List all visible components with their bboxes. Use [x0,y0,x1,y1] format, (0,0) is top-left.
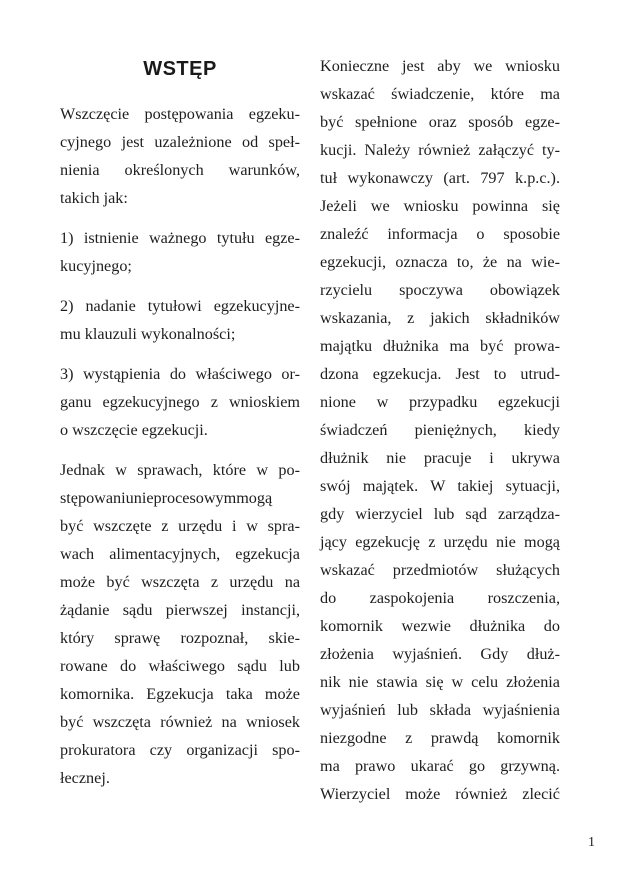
section-title: WSTĘP [143,58,217,80]
text-line: 2) nadanie tytułowi egzekucyjne- [60,297,300,315]
text-line: nienia określonych warunków, [60,161,300,179]
text-line: dłużnik nie pracuje i ukrywa [320,449,560,467]
text-line: majątku dłużnika ma być prowa- [320,337,560,355]
text-line: Jednak w sprawach, które w po- [60,461,300,479]
text-line: rzycielu spoczywa obowiązek [320,281,560,299]
right-column [320,52,560,808]
text-line: mu klauzuli wykonalności; [60,325,236,343]
paragraph [60,456,300,792]
right-column-body [320,52,560,808]
text-line: Wszczęcie postępowania egzeku- [60,105,300,123]
text-line: niezgodne z prawdą komornik [320,729,560,747]
text-line: może być wszczęta z urzędu na [60,573,300,591]
paragraph-gap [60,280,300,292]
text-line: swój majątek. W takiej sytuacji, [320,477,560,495]
text-line: rowane do właściwego sądu lub [60,657,300,675]
text-line: wyjaśnień lub składa wyjaśnienia [320,701,560,719]
paragraph [60,224,300,280]
text-line: wskazać świadczenie, które ma [320,85,560,103]
text-line: dzona egzekucja. Jest to utrud- [320,365,560,383]
text-line: kucji. Należy również załączyć ty- [320,141,560,159]
text-line: Wierzyciel może również zlecić [320,785,560,803]
text-line: Jeżeli we wniosku powinna się [320,197,560,215]
text-line: cyjnego jest uzależnione od speł- [60,133,300,151]
paragraph-gap [60,444,300,456]
paragraph-gap [60,212,300,224]
text-line: świadczeń pieniężnych, kiedy [320,421,560,439]
paragraph [60,100,300,212]
text-line: komornik wezwie dłużnika do [320,617,560,635]
text-line: tuł wykonawczy (art. 797 k.p.c.). [320,169,560,187]
text-line: łecznej. [60,769,110,787]
text-line: Konieczne jest aby we wniosku [320,57,560,75]
text-line: wskazania, z jakich składników [320,309,560,327]
page-number: 1 [588,835,595,850]
text-line: 1) istnienie ważnego tytułu egze- [60,229,300,247]
text-line: wskazać przedmiotów służących [320,561,560,579]
text-line: ma prawo ukarać go grzywną. [320,757,560,775]
text-line: gdy wierzyciel lub sąd zarządza- [320,505,560,523]
text-line: znaleźć informacja o sposobie [320,225,560,243]
text-line: do zaspokojenia roszczenia, [320,589,560,607]
paragraph [60,360,300,444]
left-column [60,52,300,792]
paragraph-gap [60,348,300,360]
text-line: 3) wystąpienia do właściwego or- [60,365,300,383]
text-line: stępowaniunieprocesowymmogą [60,489,273,507]
text-line: komornika. Egzekucja taka może [60,685,300,703]
text-line: żądanie sądu pierwszej instancji, [60,601,300,619]
text-line: prokuratora czy organizacji spo- [60,741,300,759]
text-line: nione w przypadku egzekucji [320,393,560,411]
text-line: takich jak: [60,189,128,207]
text-line: ganu egzekucyjnego z wnioskiem [60,393,300,411]
text-line: który sprawę rozpoznał, skie- [60,629,300,647]
text-line: wach alimentacyjnych, egzekucja [60,545,300,563]
text-line: egzekucji, oznacza to, że na wie- [320,253,560,271]
text-line: kucyjnego; [60,257,132,275]
text-line: o wszczęcie egzekucji. [60,421,208,439]
text-line: złożenia wyjaśnień. Gdy dłuż- [320,645,560,663]
left-column-body [60,100,300,792]
text-line: nik nie stawia się w celu złożenia [320,673,560,691]
text-line: jący egzekucję z urzędu nie mogą [320,533,560,551]
paragraph [60,292,300,348]
paragraph [320,52,560,808]
text-line: być wszczęta również na wniosek [60,713,300,731]
text-line: być wszczęte z urzędu i w spra- [60,517,300,535]
text-line: być spełnione oraz sposób egze- [320,113,560,131]
